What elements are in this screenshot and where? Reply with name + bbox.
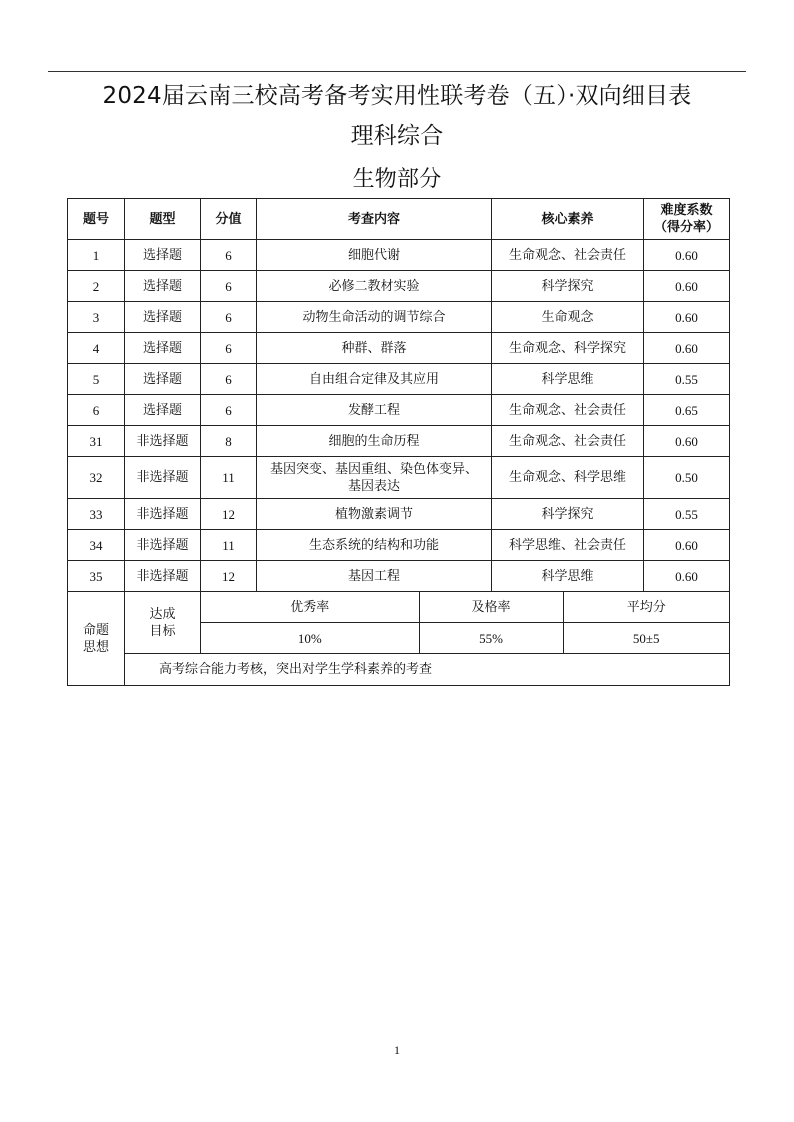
- cell-type: 非选择题: [125, 457, 201, 499]
- document-subtitle: 理科综合: [350, 123, 444, 149]
- cell-score: 6: [201, 364, 257, 395]
- cell-content: 基因工程: [257, 561, 492, 592]
- specification-table: [67, 198, 730, 686]
- cell-number: 35: [68, 561, 125, 592]
- cell-content: [257, 457, 492, 499]
- cell-score: 11: [201, 530, 257, 561]
- table-row: [68, 364, 730, 395]
- cell-type: 选择题: [125, 333, 201, 364]
- cell-literacy: 生命观念、科学思维: [492, 457, 644, 499]
- cell-literacy: 生命观念: [492, 302, 644, 333]
- cell-score: 11: [201, 457, 257, 499]
- cell-score: 6: [201, 271, 257, 302]
- cell-number: 4: [68, 333, 125, 364]
- section-title: 生物部分: [352, 167, 442, 192]
- cell-content: 植物激素调节: [257, 499, 492, 530]
- cell-number: 5: [68, 364, 125, 395]
- header-content: 考查内容: [257, 199, 492, 240]
- cell-number: 32: [68, 457, 125, 499]
- cell-score: 8: [201, 426, 257, 457]
- footer-note: 高考综合能力考核，突出对学生学科素养的考查: [125, 654, 730, 686]
- cell-type: 选择题: [125, 302, 201, 333]
- cell-content: 生态系统的结构和功能: [257, 530, 492, 561]
- table-row: [68, 561, 730, 592]
- targets-cell: [201, 592, 730, 654]
- footer-targets-row: [68, 592, 730, 654]
- cell-content-line1: 基因突变、基因重组、染色体变异、: [269, 461, 478, 477]
- header-type: 题型: [125, 199, 201, 240]
- cell-type: 非选择题: [125, 561, 201, 592]
- cell-difficulty: 0.50: [644, 457, 730, 499]
- table-row: [68, 499, 730, 530]
- cell-score: 6: [201, 302, 257, 333]
- cell-number: 34: [68, 530, 125, 561]
- cell-content: 细胞的生命历程: [257, 426, 492, 457]
- average-score-value: 50±5: [563, 623, 729, 654]
- cell-difficulty: 0.60: [644, 240, 730, 271]
- target-label-line2: 目标: [149, 623, 176, 639]
- cell-difficulty: 0.60: [644, 333, 730, 364]
- cell-literacy: 科学探究: [492, 499, 644, 530]
- average-score-label: 平均分: [563, 592, 729, 623]
- cell-literacy: 生命观念、科学探究: [492, 333, 644, 364]
- table-row: [68, 395, 730, 426]
- cell-content: 自由组合定律及其应用: [257, 364, 492, 395]
- cell-literacy: 科学思维: [492, 364, 644, 395]
- cell-type: 选择题: [125, 240, 201, 271]
- cell-literacy: 生命观念、社会责任: [492, 240, 644, 271]
- cell-difficulty: 0.65: [644, 395, 730, 426]
- cell-type: 选择题: [125, 395, 201, 426]
- cell-number: 1: [68, 240, 125, 271]
- cell-literacy: 生命观念、社会责任: [492, 426, 644, 457]
- cell-number: 3: [68, 302, 125, 333]
- cell-content: 动物生命活动的调节综合: [257, 302, 492, 333]
- target-label: [125, 592, 201, 654]
- excellent-rate-value: 10%: [201, 623, 419, 654]
- cell-type: 非选择题: [125, 426, 201, 457]
- cell-difficulty: 0.60: [644, 271, 730, 302]
- cell-literacy: 科学思维、社会责任: [492, 530, 644, 561]
- cell-content: 发酵工程: [257, 395, 492, 426]
- cell-type: 选择题: [125, 364, 201, 395]
- cell-literacy: 科学思维: [492, 561, 644, 592]
- header-literacy: 核心素养: [492, 199, 644, 240]
- cell-difficulty: 0.55: [644, 364, 730, 395]
- page-number: 1: [394, 1043, 400, 1057]
- cell-score: 12: [201, 561, 257, 592]
- table-row: [68, 426, 730, 457]
- header-difficulty-line2: （得分率）: [653, 220, 719, 235]
- table-row: [68, 302, 730, 333]
- target-label-line1: 达成: [149, 606, 176, 622]
- footer-note-row: [68, 654, 730, 686]
- cell-content: 种群、群落: [257, 333, 492, 364]
- cell-type: 非选择题: [125, 530, 201, 561]
- cell-type: 选择题: [125, 271, 201, 302]
- cell-score: 6: [201, 395, 257, 426]
- document-title: 2024届云南三校高考备考实用性联考卷（五）·双向细目表: [102, 83, 692, 109]
- cell-number: 2: [68, 271, 125, 302]
- cell-content: 细胞代谢: [257, 240, 492, 271]
- table-row: [68, 457, 730, 499]
- cell-score: 6: [201, 240, 257, 271]
- header-difficulty-line1: 难度系数: [660, 203, 713, 218]
- cell-literacy: 科学探究: [492, 271, 644, 302]
- table-row: [68, 271, 730, 302]
- cell-score: 6: [201, 333, 257, 364]
- header-score: 分值: [201, 199, 257, 240]
- footer-label: [68, 592, 125, 686]
- footer-label-line1: 命题: [82, 622, 109, 638]
- cell-difficulty: 0.60: [644, 426, 730, 457]
- table-header-row: [68, 199, 730, 240]
- table-row: [68, 240, 730, 271]
- cell-difficulty: 0.60: [644, 530, 730, 561]
- footer-label-line2: 思想: [82, 639, 109, 655]
- cell-score: 12: [201, 499, 257, 530]
- header-difficulty: [644, 199, 730, 240]
- cell-difficulty: 0.60: [644, 561, 730, 592]
- header-rule: [48, 71, 746, 72]
- table-row: [68, 530, 730, 561]
- cell-number: 31: [68, 426, 125, 457]
- cell-content-line2: 基因表达: [347, 478, 400, 494]
- targets-table: [201, 592, 729, 653]
- excellent-rate-label: 优秀率: [201, 592, 419, 623]
- pass-rate-value: 55%: [419, 623, 563, 654]
- cell-difficulty: 0.55: [644, 499, 730, 530]
- cell-literacy: 生命观念、社会责任: [492, 395, 644, 426]
- cell-content: 必修二教材实验: [257, 271, 492, 302]
- header-number: 题号: [68, 199, 125, 240]
- cell-difficulty: 0.60: [644, 302, 730, 333]
- cell-number: 33: [68, 499, 125, 530]
- pass-rate-label: 及格率: [419, 592, 563, 623]
- table-row: [68, 333, 730, 364]
- cell-type: 非选择题: [125, 499, 201, 530]
- cell-number: 6: [68, 395, 125, 426]
